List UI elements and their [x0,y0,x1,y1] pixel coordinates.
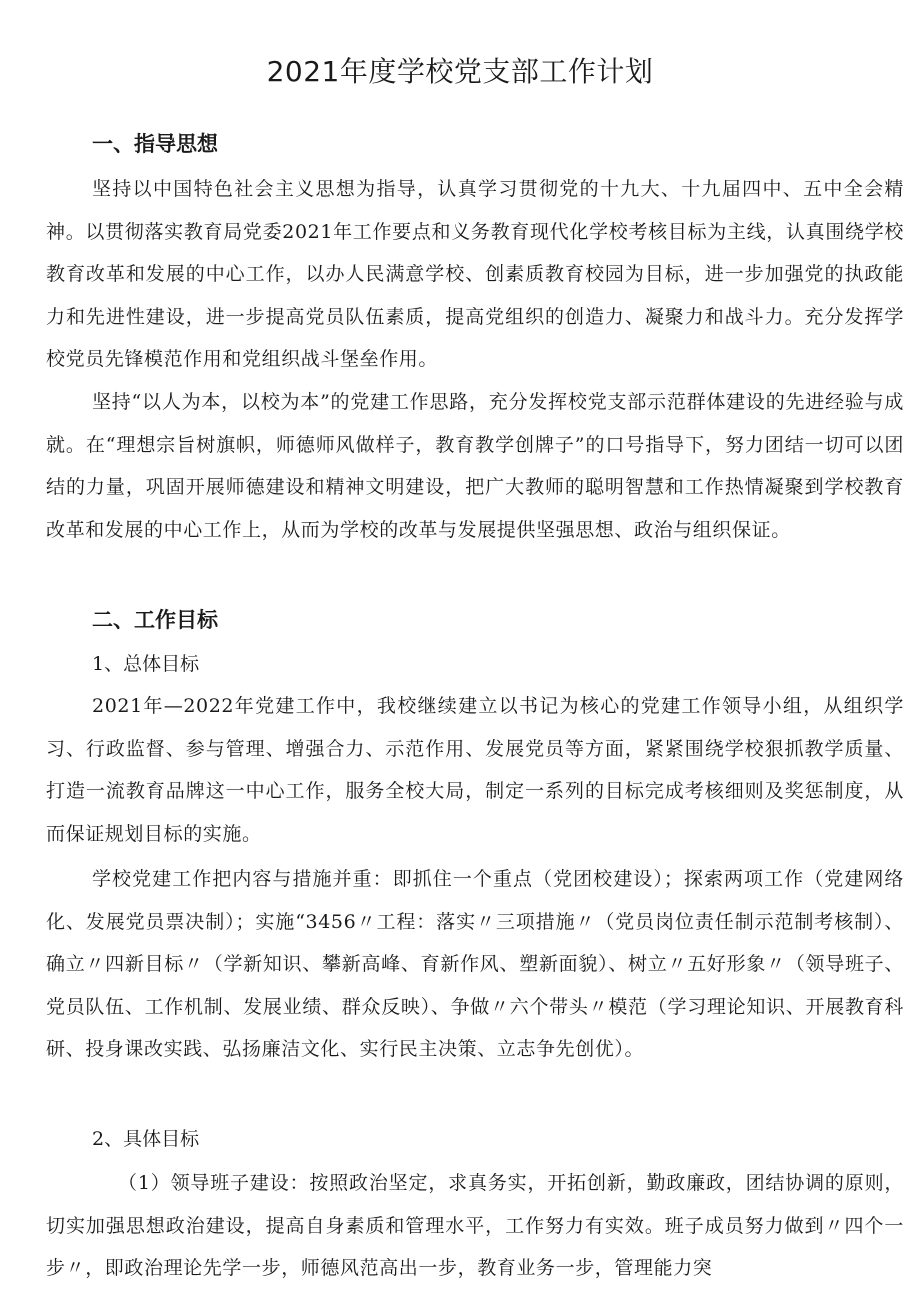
paragraph: （1）领导班子建设：按照政治坚定，求真务实，开拓创新，勤政廉政，团结协调的原则，切实加强思想政治建设，提高自身素质和管理水平，工作努力有实效。班子成员努力做到〃四个一步〃，即政治理论先学一步，师德风范高出一步，教育业务一步，管理能力突 [46,1172,904,1279]
paragraph: 学校党建工作把内容与措施并重：即抓住一个重点（党团校建设）；探索两项工作（党建网络化、发展党员票决制）；实施“3456〃工程：落实〃三项措施〃（党员岗位责任制示范制考核制）、确立〃四新目标〃（学新知识、攀新高峰、育新作风、塑新面貌）、树立〃五好形象〃（领导班子、党员队伍、工作机制、发展业绩、群众反映）、争做〃六个带头〃模范（学习理论知识、开展教育科研、投身课改实践、弘扬廉洁文化、实行民主决策、立志争先创优）。 [46,868,904,1060]
section-heading-guiding-ideology: 一、指导思想 [92,132,218,156]
paragraph: 坚持“以人为本，以校为本”的党建工作思路，充分发挥校党支部示范群体建设的先进经验与成就。在“理想宗旨树旗帜，师德师风做样子，教育教学创牌子”的口号指导下，努力团结一切可以团结的力量，巩固开展师德建设和精神文明建设，把广大教师的聪明智慧和工作热情凝聚到学校教育改革和发展的中心工作上，从而为学校的改革与发展提供坚强思想、政治与组织保证。 [46,391,904,541]
subheading-overall-goals: 1、总体目标 [92,653,200,675]
paragraph: 坚持以中国特色社会主义思想为指导，认真学习贯彻党的十九大、十九届四中、五中全会精神。以贯彻落实教育局党委2021年工作要点和义务教育现代化学校考核目标为主线，认真围绕学校教育改革和发展的中心工作，以办人民满意学校、创素质教育校园为目标，进一步加强党的执政能力和先进性建设，进一步提高党员队伍素质，提高党组织的创造力、凝聚力和战斗力。充分发挥学校党员先锋模范作用和党组织战斗堡垒作用。 [46,178,904,370]
section-heading-work-goals: 二、工作目标 [92,608,218,632]
document-title: 2021年度学校党支部工作计划 [266,55,654,88]
paragraph: 2021年—2022年党建工作中，我校继续建立以书记为核心的党建工作领导小组，从组织学习、行政监督、参与管理、增强合力、示范作用、发展党员等方面，紧紧围绕学校狠抓教学质量、打造一流教育品牌这一中心工作，服务全校大局，制定一系列的目标完成考核细则及奖惩制度，从而保证规划目标的实施。 [46,695,904,845]
subheading-specific-goals: 2、具体目标 [92,1128,200,1150]
